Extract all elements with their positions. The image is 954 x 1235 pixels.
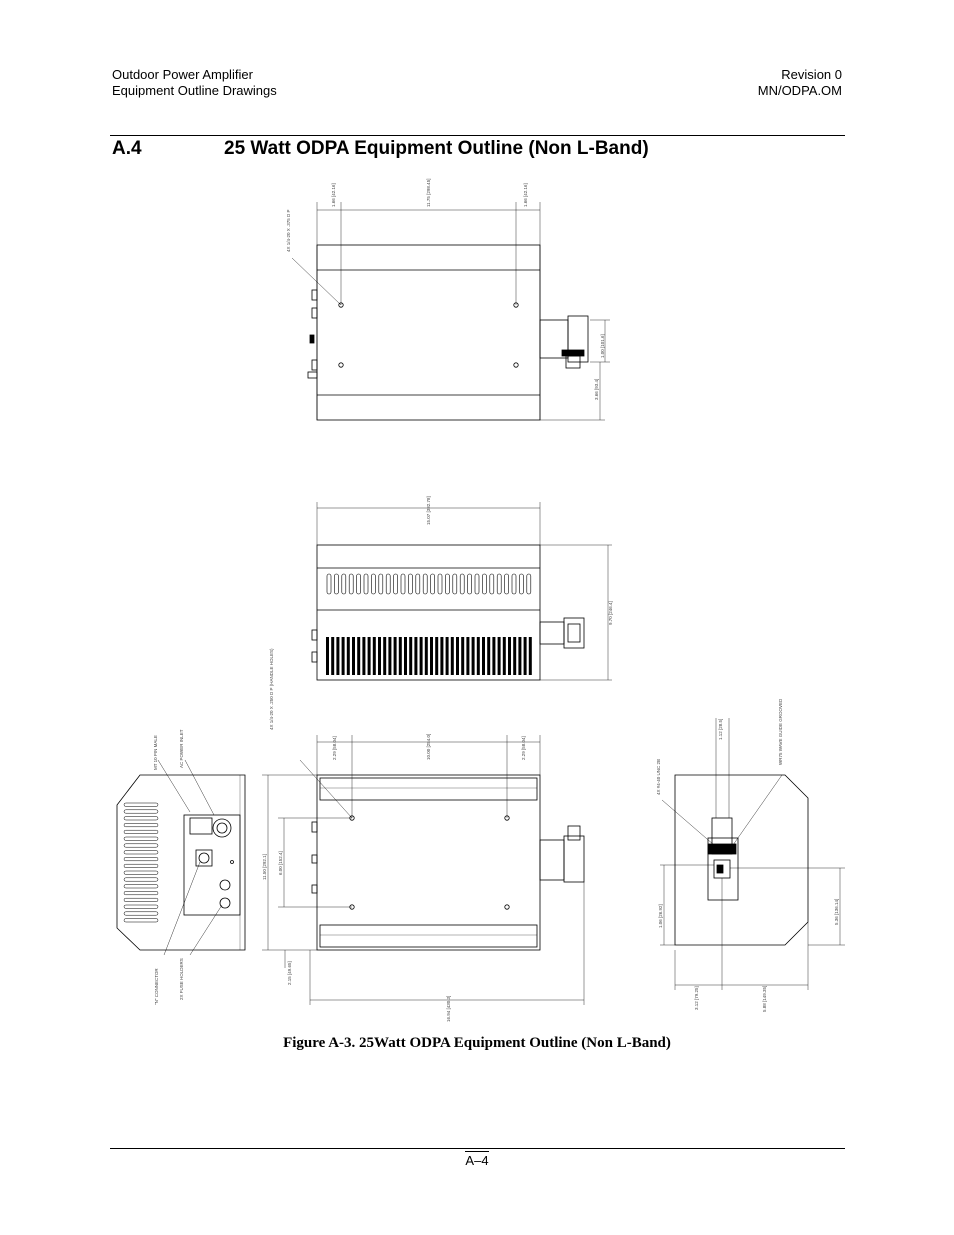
vent-slots [327,574,531,594]
page-number [0,1153,954,1168]
dim-depth: 3.66 [93.4] [594,378,599,400]
dim-side-height: 9.70 [246.4] [608,601,613,625]
label-n-connector: "N" CONNECTOR [154,968,159,1005]
header-chapter-title: Equipment Outline Drawings [112,83,277,98]
note-top-holes: 4X 1/4-20 X .375 D P [286,209,291,252]
top-view [292,202,610,420]
footer-rule [110,1148,845,1149]
front-view [262,735,584,1005]
note-handle-holes: 4X 1/4-20 X .250 D P (HANDLE HOLES) [269,648,274,730]
dim-end-top: 1.12 [28.5] [718,718,723,740]
dim-top-right-margin: 1.66 [42.16] [523,183,528,207]
dim-front-left: 2.29 [58.04] [332,736,337,760]
dim-end-side: 1.06 [26.92] [658,904,663,928]
label-ac-inlet: AC POWER INLET [179,729,184,768]
header-document-title: Outdoor Power Amplifier [112,67,253,82]
dim-front-height-b: 6.00 [152.4] [278,851,283,875]
label-mil-connector: MT 10 PIN MALE [153,735,158,770]
note-waveguide: WR75 WAVE GUIDE GROOVED [778,698,783,765]
dim-front-overall: 16.94 [430.3] [446,995,451,1022]
dim-end-bottom-a: 3.12 [79.25] [694,986,699,1010]
dim-flange: 1.00 [101.6] [600,334,605,358]
page-number-text: A–4 [465,1153,489,1168]
header-revision: Revision 0 [781,67,842,82]
section-title: 25 Watt ODPA Equipment Outline (Non L-Band) [224,138,649,159]
dim-side-width: 15.07 [382.78] [426,496,431,525]
label-fuse-holders: 2X FUSE HOLDERS [179,958,184,1000]
header-doc-number: MN/ODPA.OM [757,83,842,98]
dim-end-right-side: 5.36 [136.14] [834,898,839,925]
dim-top-left-margin: 1.66 [42.16] [331,183,336,207]
dim-front-middle: 10.00 [254.0] [426,733,431,760]
note-flange-holes: 4X #4-40 UNC 2B [656,758,661,795]
dim-front-height-a: 11.50 [292.1] [262,854,267,880]
figure-caption: Figure A-3. 25Watt ODPA Equipment Outline (Non L-Band) [283,1035,671,1051]
dim-top-width: 11.75 [298.45] [426,178,431,207]
fin-slots [326,637,532,675]
dim-front-right: 2.29 [58.04] [521,736,526,760]
right-end-view [660,718,845,990]
dim-front-bottom: 2.15 [49.65] [287,961,292,985]
side-vent-slots [124,803,158,922]
section-number: A.4 [112,138,142,159]
dim-end-bottom-b: 5.88 [149.35] [762,985,767,1012]
